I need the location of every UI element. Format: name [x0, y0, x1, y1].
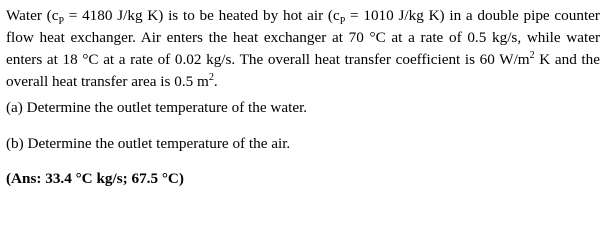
problem-text: K and the overall heat transfer area is 0.5 m — [6, 51, 600, 90]
problem-text: = 4180 J/kg K) is to be heated by hot air (c — [64, 7, 340, 24]
subscript-p: P — [58, 16, 64, 28]
answer: (Ans: 33.4 °C kg/s; 67.5 °C) — [6, 170, 184, 187]
problem-statement — [6, 5, 600, 93]
part-a: (a) Determine the outlet temperature of the water. — [6, 99, 308, 116]
problem-text: . — [213, 73, 218, 90]
superscript: 2 — [529, 49, 535, 61]
problem-text: Water (c — [6, 7, 59, 24]
subscript-p: P — [339, 16, 346, 28]
problem-text: = 1010 J/kg K) in a double pipe counter flow heat exchanger. Air enters the heat exchanger at 70 °C at a rate of 0.5 kg/s, while water enters at 18 °C at a rate of 0.02 kg/s. The overall heat transfer coefficient is 60 W/m — [6, 7, 600, 68]
part-b: (b) Determine the outlet temperature of the air. — [6, 135, 291, 152]
superscript: 2 — [208, 71, 214, 83]
document — [6, 5, 600, 187]
